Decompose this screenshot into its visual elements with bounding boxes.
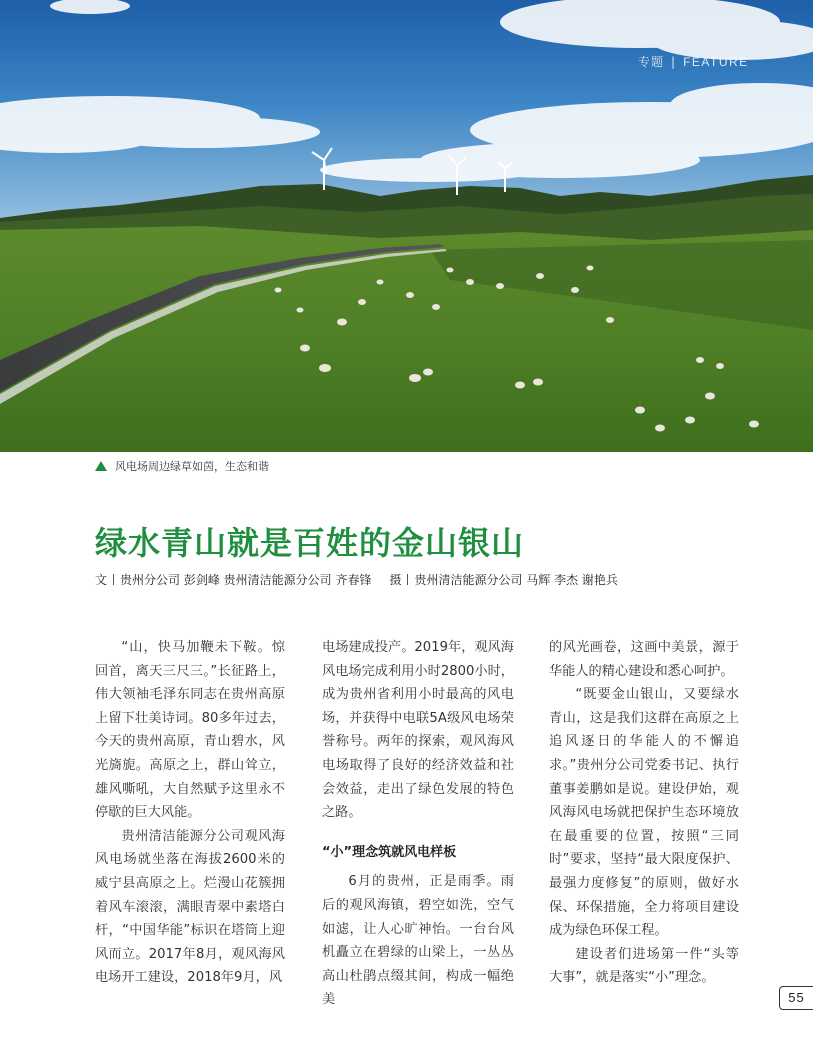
paragraph: 电场建成投产。2019年，观风海风电场完成利用小时2800小时，成为贵州省利用小时最高的风电场，并获得中电联5A级风电场荣誉称号。两年的探索，观风海风电场取得了良好的经济效益和社会效益，走出了绿色发展的特色之路。	[322, 640, 514, 821]
divider	[407, 574, 408, 585]
section-tag-cn: 专题	[638, 55, 665, 69]
paragraph: “既要金山银山，又要绿水青山，这是我们这群在高原之上追风逐日的华能人的不懈追求。”贵州分公司党委书记、执行董事姜鹏如是说。建设伊始，观风海风电场就把保护生态环境放在最重要的位置，按照“三同时”要求，坚持“最大限度保护、最强力度修复”的原则，做好水保、环保措施，全力将项目建设成为绿色环保工程。	[549, 687, 739, 939]
paragraph: 贵州清洁能源分公司观风海风电场就坐落在海拔2600米的威宁县高原之上。烂漫山花簇拥着风车滚滚，满眼青翠中素塔白杆，“中国华能”标识在塔筒上迎风而立。2017年8月，观风海风电场开工建设，2018年9月，风	[95, 828, 285, 986]
byline	[95, 571, 618, 588]
caption-text: 风电场周边绿草如茵，生态和谐	[115, 460, 269, 473]
section-tag-en: FEATURE	[683, 55, 749, 69]
body-column-1	[95, 636, 285, 990]
section-tag: 专题 | FEATURE	[638, 55, 749, 69]
section-subheading: “小”理念筑就风电样板	[322, 844, 457, 860]
paragraph: 6月的贵州，正是雨季。雨后的观风海镇，碧空如洗，空气如滤，让人心旷神怡。一台台风机矗立在碧绿的山梁上，一丛丛高山杜鹃点缀其间，构成一幅绝美	[322, 874, 514, 1008]
byline-text-authors: 贵州分公司 彭剑峰 贵州清洁能源分公司 齐春锋	[120, 573, 372, 587]
divider	[113, 574, 114, 585]
triangle-icon	[95, 461, 107, 471]
byline-text-label: 文	[95, 573, 108, 587]
article-title: 绿水青山就是百姓的金山银山	[95, 524, 525, 562]
hero-photo	[0, 0, 813, 452]
byline-photo-authors: 贵州清洁能源分公司 马辉 李杰 谢艳兵	[414, 573, 618, 587]
photo-caption	[95, 458, 269, 474]
page-number: 55	[779, 986, 813, 1010]
paragraph: “山，快马加鞭未下鞍。惊回首，离天三尺三。”长征路上，伟大领袖毛泽东同志在贵州高原上留下壮美诗词。80多年过去，今天的贵州高原，青山碧水，风光旖旎。高原之上，群山耸立，雄风嘶吼，大自然赋予这里永不停歇的巨大风能。	[95, 640, 285, 821]
body-column-2	[322, 636, 514, 1012]
body-column-3	[549, 636, 739, 990]
paragraph: 的风光画卷，这画中美景，源于华能人的精心建设和悉心呵护。	[549, 640, 739, 679]
paragraph: 建设者们进场第一件“头等大事”，就是落实“小”理念。	[549, 946, 739, 986]
byline-photo-label: 摄	[389, 573, 402, 587]
